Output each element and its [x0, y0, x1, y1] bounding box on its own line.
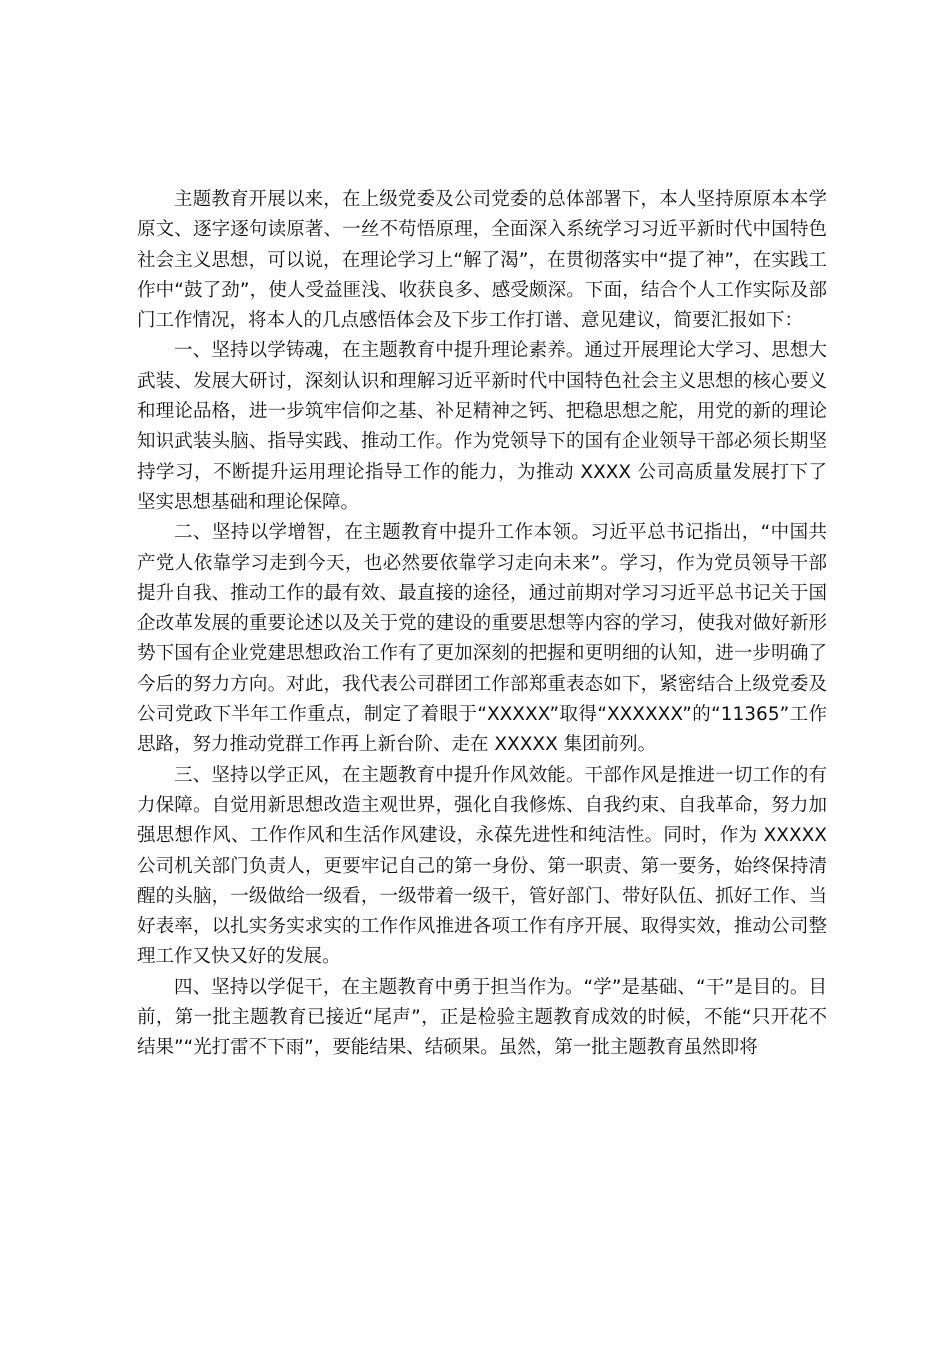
intro-paragraph: 主题教育开展以来，在上级党委及公司党委的总体部署下，本人坚持原原本本学原文、逐字逐句读原著、一丝不苟悟原理，全面深入系统学习习近平新时代中国特色社会主义思想，可以说，在理论学习上“解了渴”，在贯彻落实中“提了神”，在实践工作中“鼓了劲”，使人受益匪浅、收获良多、感受颇深。下面，结合个人工作实际及部门工作情况，将本人的几点感悟体会及下步工作打谱、意见建议，简要汇报如下：: [137, 189, 827, 332]
section-1-paragraph: 一、坚持以学铸魂，在主题教育中提升理论素养。通过开展理论大学习、思想大武装、发展大研讨，深刻认识和理解习近平新时代中国特色社会主义思想的核心要义和理论品格，进一步筑牢信仰之基、补足精神之钙、把稳思想之舵，用党的新的理论知识武装头脑、指导实践、推动工作。作为党领导下的国有企业领导干部必须长期坚持学习，不断提升运用理论指导工作的能力，为推动 XXXX 公司高质量发展打下了坚实思想基础和理论保障。: [137, 340, 827, 513]
section-4-paragraph: 四、坚持以学促干，在主题教育中勇于担当作为。“学”是基础、“干”是目的。目前，第一批主题教育已接近“尾声”，正是检验主题教育成效的时候，不能“只开花不结果”“光打雷不下雨”，要能结果、结硕果。虽然，第一批主题教育虽然即将: [137, 976, 827, 1059]
section-3-paragraph: 三、坚持以学正风，在主题教育中提升作风效能。干部作风是推进一切工作的有力保障。自觉用新思想改造主观世界，强化自我修炼、自我约束、自我革命，努力加强思想作风、工作作风和生活作风建设，永葆先进性和纯洁性。同时，作为 XXXXX 公司机关部门负责人，更要牢记自己的第一身份、第一职责、第一要务，始终保持清醒的头脑，一级做给一级看，一级带着一级干，管好部门、带好队伍、抓好工作、当好表率，以扎实务实求实的工作作风推进各项工作有序开展、取得实效，推动公司整理工作又快又好的发展。: [137, 764, 827, 968]
document-body: [137, 185, 827, 1064]
section-2-paragraph: 二、坚持以学增智，在主题教育中提升工作本领。习近平总书记指出，“中国共产党人依靠学习走到今天，也必然要依靠学习走向未来”。学习，作为党员领导干部提升自我、推动工作的最有效、最直接的途径，通过前期对学习习近平总书记关于国企改革发展的重要论述以及关于党的建设的重要思想等内容的学习，使我对做好新形势下国有企业党建思想政治工作有了更加深刻的把握和更明细的认知，进一步明确了今后的努力方向。对此，我代表公司群团工作部郑重表态如下，紧密结合上级党委及公司党政下半年工作重点，制定了着眼于“XXXXX”取得“XXXXXX”的“11365”工作思路，努力推动党群工作再上新台阶、走在 XXXXX 集团前列。: [137, 522, 827, 756]
